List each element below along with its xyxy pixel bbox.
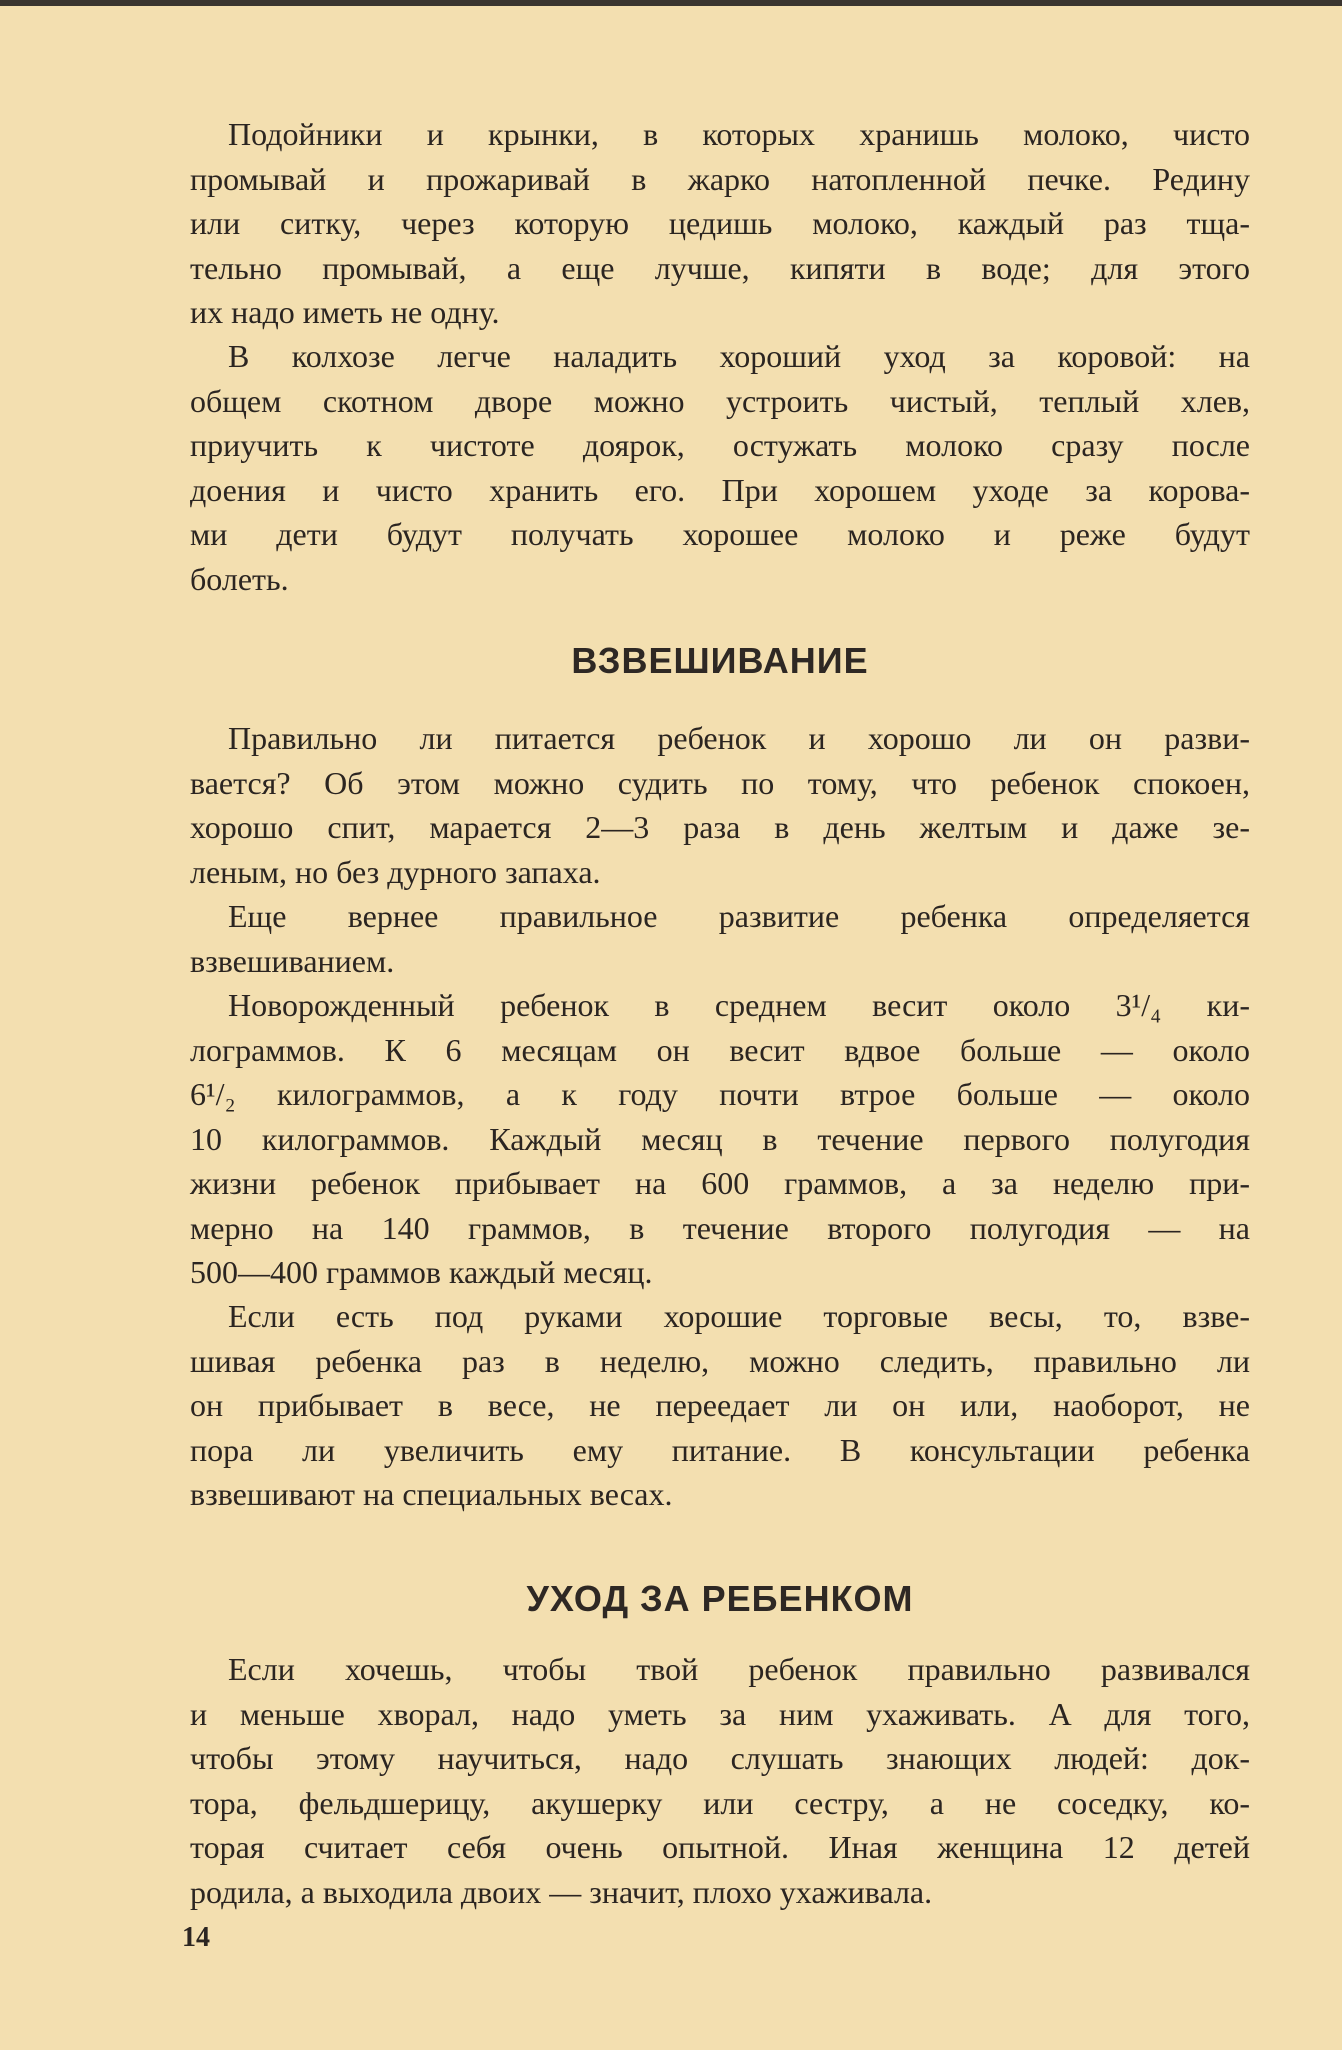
text-line: доения и чисто хранить его. При хорошем уходе за корова- <box>190 471 1250 508</box>
text-line: Правильно ли питается ребенок и хорошо ли он разви- <box>228 720 1250 756</box>
text-line: леным, но без дурного запаха. <box>190 853 601 890</box>
text-line: шивая ребенка раз в неделю, можно следить, правильно ли <box>190 1342 1250 1379</box>
page-number: 14 <box>182 1922 210 1953</box>
text-line: взвешивают на специальных весах. <box>190 1476 673 1512</box>
text-line: приучить к чистоте доярок, остужать молоко сразу после <box>190 427 1250 463</box>
text-line: общем скотном дворе можно устроить чистый, теплый хлев, <box>190 382 1250 419</box>
text-line: Подойники и крынки, в которых хранишь молоко, чисто <box>228 116 1250 152</box>
text-line: 6¹/₂ килограммов, а к году почти втрое больше — около <box>190 1076 1250 1112</box>
paragraph-child-care-advice <box>190 1647 1250 1914</box>
text-line: взвешиванием. <box>190 942 395 979</box>
text-line: Если есть под руками хорошие торговые весы, то, взве- <box>228 1298 1250 1334</box>
text-line: промывай и прожаривай в жарко натопленной печке. Редину <box>190 160 1250 197</box>
text-line: торая считает себя очень опытной. Иная женщина 12 детей <box>190 1829 1250 1865</box>
paragraph-development-signs <box>190 716 1250 894</box>
text-line: пора ли увеличить ему питание. В консультации ребенка <box>190 1431 1250 1468</box>
text-line: родила, а выходила двоих — значит, плохо ухаживала. <box>190 1873 933 1910</box>
page-top-edge <box>0 0 1342 6</box>
text-line: хорошо спит, марается 2—3 раза в день желтым и даже зе- <box>190 809 1250 845</box>
text-line: ми дети будут получать хорошее молоко и реже будут <box>190 516 1250 552</box>
text-line: тора, фельдшерицу, акушерку или сестру, а не соседку, ко- <box>190 1784 1250 1821</box>
text-line: вается? Об этом можно судить по тому, что ребенок спокоен, <box>190 764 1250 801</box>
text-line: и меньше хворал, надо уметь за ним ухаживать. А для того, <box>190 1695 1250 1732</box>
section-heading-weighing: ВЗВЕШИВАНИЕ <box>571 640 869 681</box>
text-line: 10 килограммов. Каждый месяц в течение первого полугодия <box>190 1120 1250 1157</box>
text-line: он прибывает в весе, не переедает ли он или, наоборот, не <box>190 1387 1250 1423</box>
text-line: лограммов. К 6 месяцам он весит вдвое больше — около <box>190 1031 1250 1068</box>
text-line: или ситку, через которую цедишь молоко, каждый раз тща- <box>190 205 1250 241</box>
paragraph-weight-norms <box>190 983 1250 1295</box>
text-line: Если хочешь, чтобы твой ребенок правильно развивался <box>228 1651 1250 1687</box>
paragraph-weighing-accuracy <box>190 894 1250 983</box>
paragraph-kolkhoz-cow-care <box>190 334 1250 601</box>
text-line: жизни ребенок прибывает на 600 граммов, а за неделю при- <box>190 1165 1250 1201</box>
text-line: Еще вернее правильное развитие ребенка определяется <box>228 898 1250 934</box>
text-line: мерно на 140 граммов, в течение второго полугодия — на <box>190 1209 1250 1246</box>
text-line: В колхозе легче наладить хороший уход за коровой: на <box>228 338 1250 374</box>
text-line: чтобы этому научиться, надо слушать знающих людей: док- <box>190 1740 1250 1776</box>
text-line: 500—400 граммов каждый месяц. <box>190 1254 653 1290</box>
paragraph-home-scales <box>190 1294 1250 1517</box>
text-line: Новорожденный ребенок в среднем весит около 3¹/₄ ки- <box>228 987 1250 1023</box>
paragraph-milk-containers <box>190 112 1250 335</box>
text-line: их надо иметь не одну. <box>190 294 500 330</box>
section-heading-child-care: УХОД ЗА РЕБЕНКОМ <box>526 1578 914 1619</box>
text-line: тельно промывай, а еще лучше, кипяти в воде; для этого <box>190 249 1250 286</box>
text-line: болеть. <box>190 560 289 597</box>
